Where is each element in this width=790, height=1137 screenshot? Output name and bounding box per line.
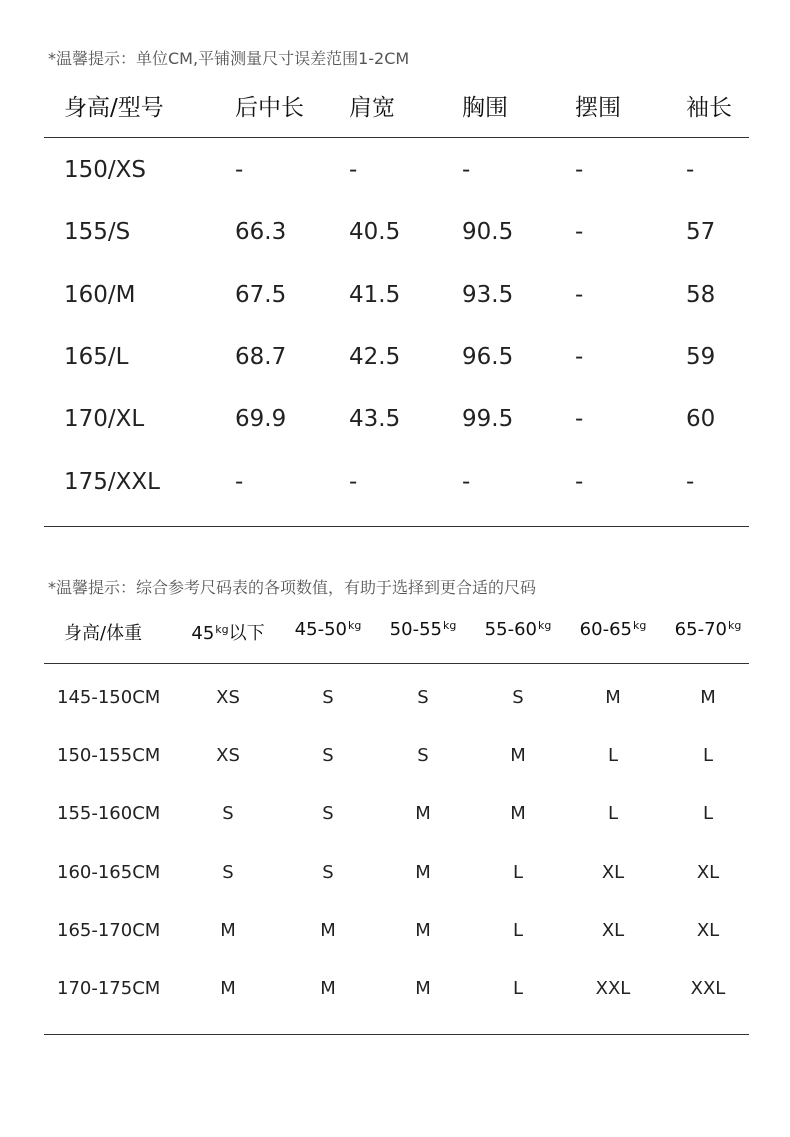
size-cell: 58 — [686, 282, 716, 308]
size-cell: 90.5 — [462, 219, 514, 245]
size-cell: 59 — [686, 344, 716, 370]
fit-table-header-divider — [44, 663, 749, 664]
size-cell: 40.5 — [349, 219, 401, 245]
size-cell: - — [575, 406, 584, 432]
fit-size-cell: M — [510, 745, 526, 766]
fit-table-note: *温馨提示：综合参考尺码表的各项数值，有助于选择到更合适的尺码 — [48, 578, 537, 597]
fit-size-cell: L — [512, 920, 524, 941]
size-cell: - — [349, 157, 358, 183]
fit-size-cell: M — [415, 803, 431, 824]
fit-size-cell: M — [510, 803, 526, 824]
fit-size-cell: XXL — [690, 978, 726, 999]
fit-header-height-weight: 身高/体重 — [64, 623, 143, 644]
size-cell: 41.5 — [349, 282, 401, 308]
size-cell: 96.5 — [462, 344, 514, 370]
fit-size-cell: M — [220, 978, 236, 999]
size-header-height-model: 身高/型号 — [64, 95, 164, 121]
fit-size-cell: M — [415, 862, 431, 883]
fit-height-range: 165-170CM — [57, 920, 161, 941]
fit-size-cell: L — [702, 745, 714, 766]
fit-size-cell: XL — [696, 862, 720, 883]
fit-size-cell: M — [415, 978, 431, 999]
size-cell: - — [235, 157, 244, 183]
size-cell: 170/XL — [64, 406, 145, 432]
size-cell: 150/XS — [64, 157, 147, 183]
fit-table-bottom-divider — [44, 1034, 749, 1035]
fit-size-cell: M — [700, 687, 716, 708]
size-cell: - — [686, 157, 695, 183]
size-cell: 68.7 — [235, 344, 287, 370]
size-cell: 160/M — [64, 282, 136, 308]
fit-height-range: 160-165CM — [57, 862, 161, 883]
fit-size-cell: XS — [216, 745, 240, 766]
size-cell: - — [575, 157, 584, 183]
fit-size-cell: M — [605, 687, 621, 708]
size-header-hem: 摆围 — [575, 95, 621, 121]
size-cell: 60 — [686, 406, 716, 432]
fit-size-cell: S — [322, 687, 334, 708]
size-cell: - — [462, 157, 471, 183]
fit-height-range: 145-150CM — [57, 687, 161, 708]
fit-size-cell: L — [702, 803, 714, 824]
fit-header-weight: $60-65^{kg}$ — [579, 619, 647, 640]
fit-size-cell: L — [607, 803, 619, 824]
size-header-shoulder: 肩宽 — [349, 95, 395, 121]
size-cell: - — [575, 282, 584, 308]
fit-size-cell: XL — [601, 862, 625, 883]
size-cell: - — [462, 469, 471, 495]
fit-height-range: 150-155CM — [57, 745, 161, 766]
size-cell: 66.3 — [235, 219, 287, 245]
fit-size-cell: S — [512, 687, 524, 708]
fit-size-cell: S — [322, 745, 334, 766]
fit-size-cell: S — [322, 803, 334, 824]
size-table-header-divider — [44, 137, 749, 138]
fit-header-weight: $65-70^{kg}$ — [674, 619, 742, 640]
fit-size-cell: S — [417, 687, 429, 708]
fit-size-cell: L — [512, 978, 524, 999]
size-header-chest: 胸围 — [462, 95, 508, 121]
fit-size-cell: S — [222, 803, 234, 824]
size-cell: 165/L — [64, 344, 129, 370]
size-table-note: *温馨提示：单位CM,平铺测量尺寸误差范围1-2CM — [48, 49, 410, 68]
fit-size-cell: M — [320, 920, 336, 941]
fit-size-cell: XS — [216, 687, 240, 708]
fit-size-cell: S — [322, 862, 334, 883]
size-header-back-length: 后中长 — [235, 95, 304, 121]
fit-height-range: 155-160CM — [57, 803, 161, 824]
fit-header-weight: $55-60^{kg}$ — [484, 619, 552, 640]
size-cell: - — [349, 469, 358, 495]
size-cell: 43.5 — [349, 406, 401, 432]
fit-size-cell: XL — [601, 920, 625, 941]
size-cell: 67.5 — [235, 282, 287, 308]
fit-size-cell: XL — [696, 920, 720, 941]
size-cell: - — [686, 469, 695, 495]
fit-header-weight: $45^{kg}$以下 — [191, 623, 265, 644]
size-header-sleeve: 袖长 — [686, 95, 732, 121]
size-cell: 99.5 — [462, 406, 514, 432]
fit-size-cell: M — [415, 920, 431, 941]
fit-header-weight: $45-50^{kg}$ — [294, 619, 362, 640]
size-cell: 57 — [686, 219, 716, 245]
size-cell: 155/S — [64, 219, 131, 245]
fit-size-cell: L — [607, 745, 619, 766]
size-cell: 93.5 — [462, 282, 514, 308]
size-cell: - — [575, 219, 584, 245]
fit-size-cell: M — [320, 978, 336, 999]
size-cell: 69.9 — [235, 406, 287, 432]
fit-size-cell: L — [512, 862, 524, 883]
fit-size-cell: M — [220, 920, 236, 941]
size-cell: 42.5 — [349, 344, 401, 370]
fit-size-cell: S — [222, 862, 234, 883]
fit-height-range: 170-175CM — [57, 978, 161, 999]
size-cell: - — [575, 469, 584, 495]
fit-header-weight: $50-55^{kg}$ — [389, 619, 457, 640]
size-table-bottom-divider — [44, 526, 749, 527]
fit-size-cell: S — [417, 745, 429, 766]
fit-size-cell: XXL — [595, 978, 631, 999]
size-cell: 175/XXL — [64, 469, 160, 495]
size-cell: - — [235, 469, 244, 495]
size-cell: - — [575, 344, 584, 370]
